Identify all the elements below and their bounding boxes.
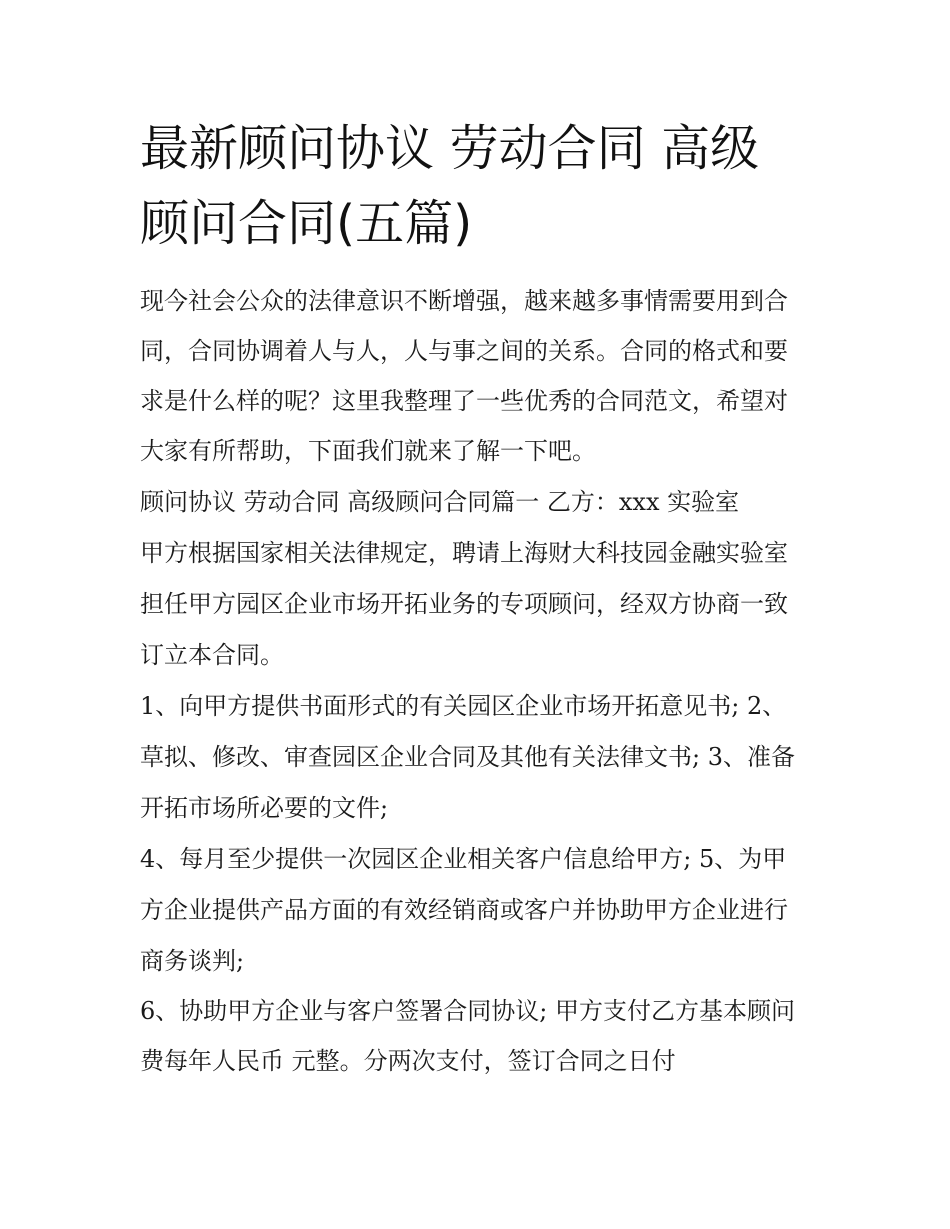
body-text-line: 担任甲方园区企业市场开拓业务的专项顾问，经双方协商一致 — [140, 590, 788, 618]
body-text-line: 大家有所帮助，下面我们就来了解一下吧。 — [140, 437, 596, 465]
document-title-line-1: 最新顾问协议 劳动合同 高级 — [140, 120, 760, 177]
body-text-line: 6、协助甲方企业与客户签署合同协议; 甲方支付乙方基本顾问 — [140, 997, 795, 1025]
document-title-line-2: 顾问合同(五篇) — [140, 195, 473, 252]
body-text-line: 开拓市场所必要的文件; — [140, 794, 389, 822]
body-text-line: 甲方根据国家相关法律规定，聘请上海财大科技园金融实验室 — [140, 539, 788, 567]
body-text-line: 费每年人民币 元整。分两次支付，签订合同之日付 — [140, 1047, 676, 1075]
body-text-line: 1、向甲方提供书面形式的有关园区企业市场开拓意见书; 2、 — [140, 692, 787, 720]
section-heading-line: 顾问协议 劳动合同 高级顾问合同篇一 乙方：xxx 实验室 — [140, 488, 740, 516]
body-text-line: 草拟、修改、审查园区企业合同及其他有关法律文书; 3、准备 — [140, 743, 795, 771]
body-text-line: 4、每月至少提供一次园区企业相关客户信息给甲方; 5、为甲 — [140, 845, 787, 873]
body-text-line: 方企业提供产品方面的有效经销商或客户并协助甲方企业进行 — [140, 896, 788, 924]
body-text-line: 现今社会公众的法律意识不断增强，越来越多事情需要用到合 — [140, 287, 788, 315]
body-text-line: 订立本合同。 — [140, 641, 284, 669]
body-text-line: 同，合同协调着人与人，人与事之间的关系。合同的格式和要 — [140, 337, 788, 365]
body-text-line: 商务谈判; — [140, 947, 245, 975]
body-text-line: 求是什么样的呢？这里我整理了一些优秀的合同范文，希望对 — [140, 387, 788, 415]
